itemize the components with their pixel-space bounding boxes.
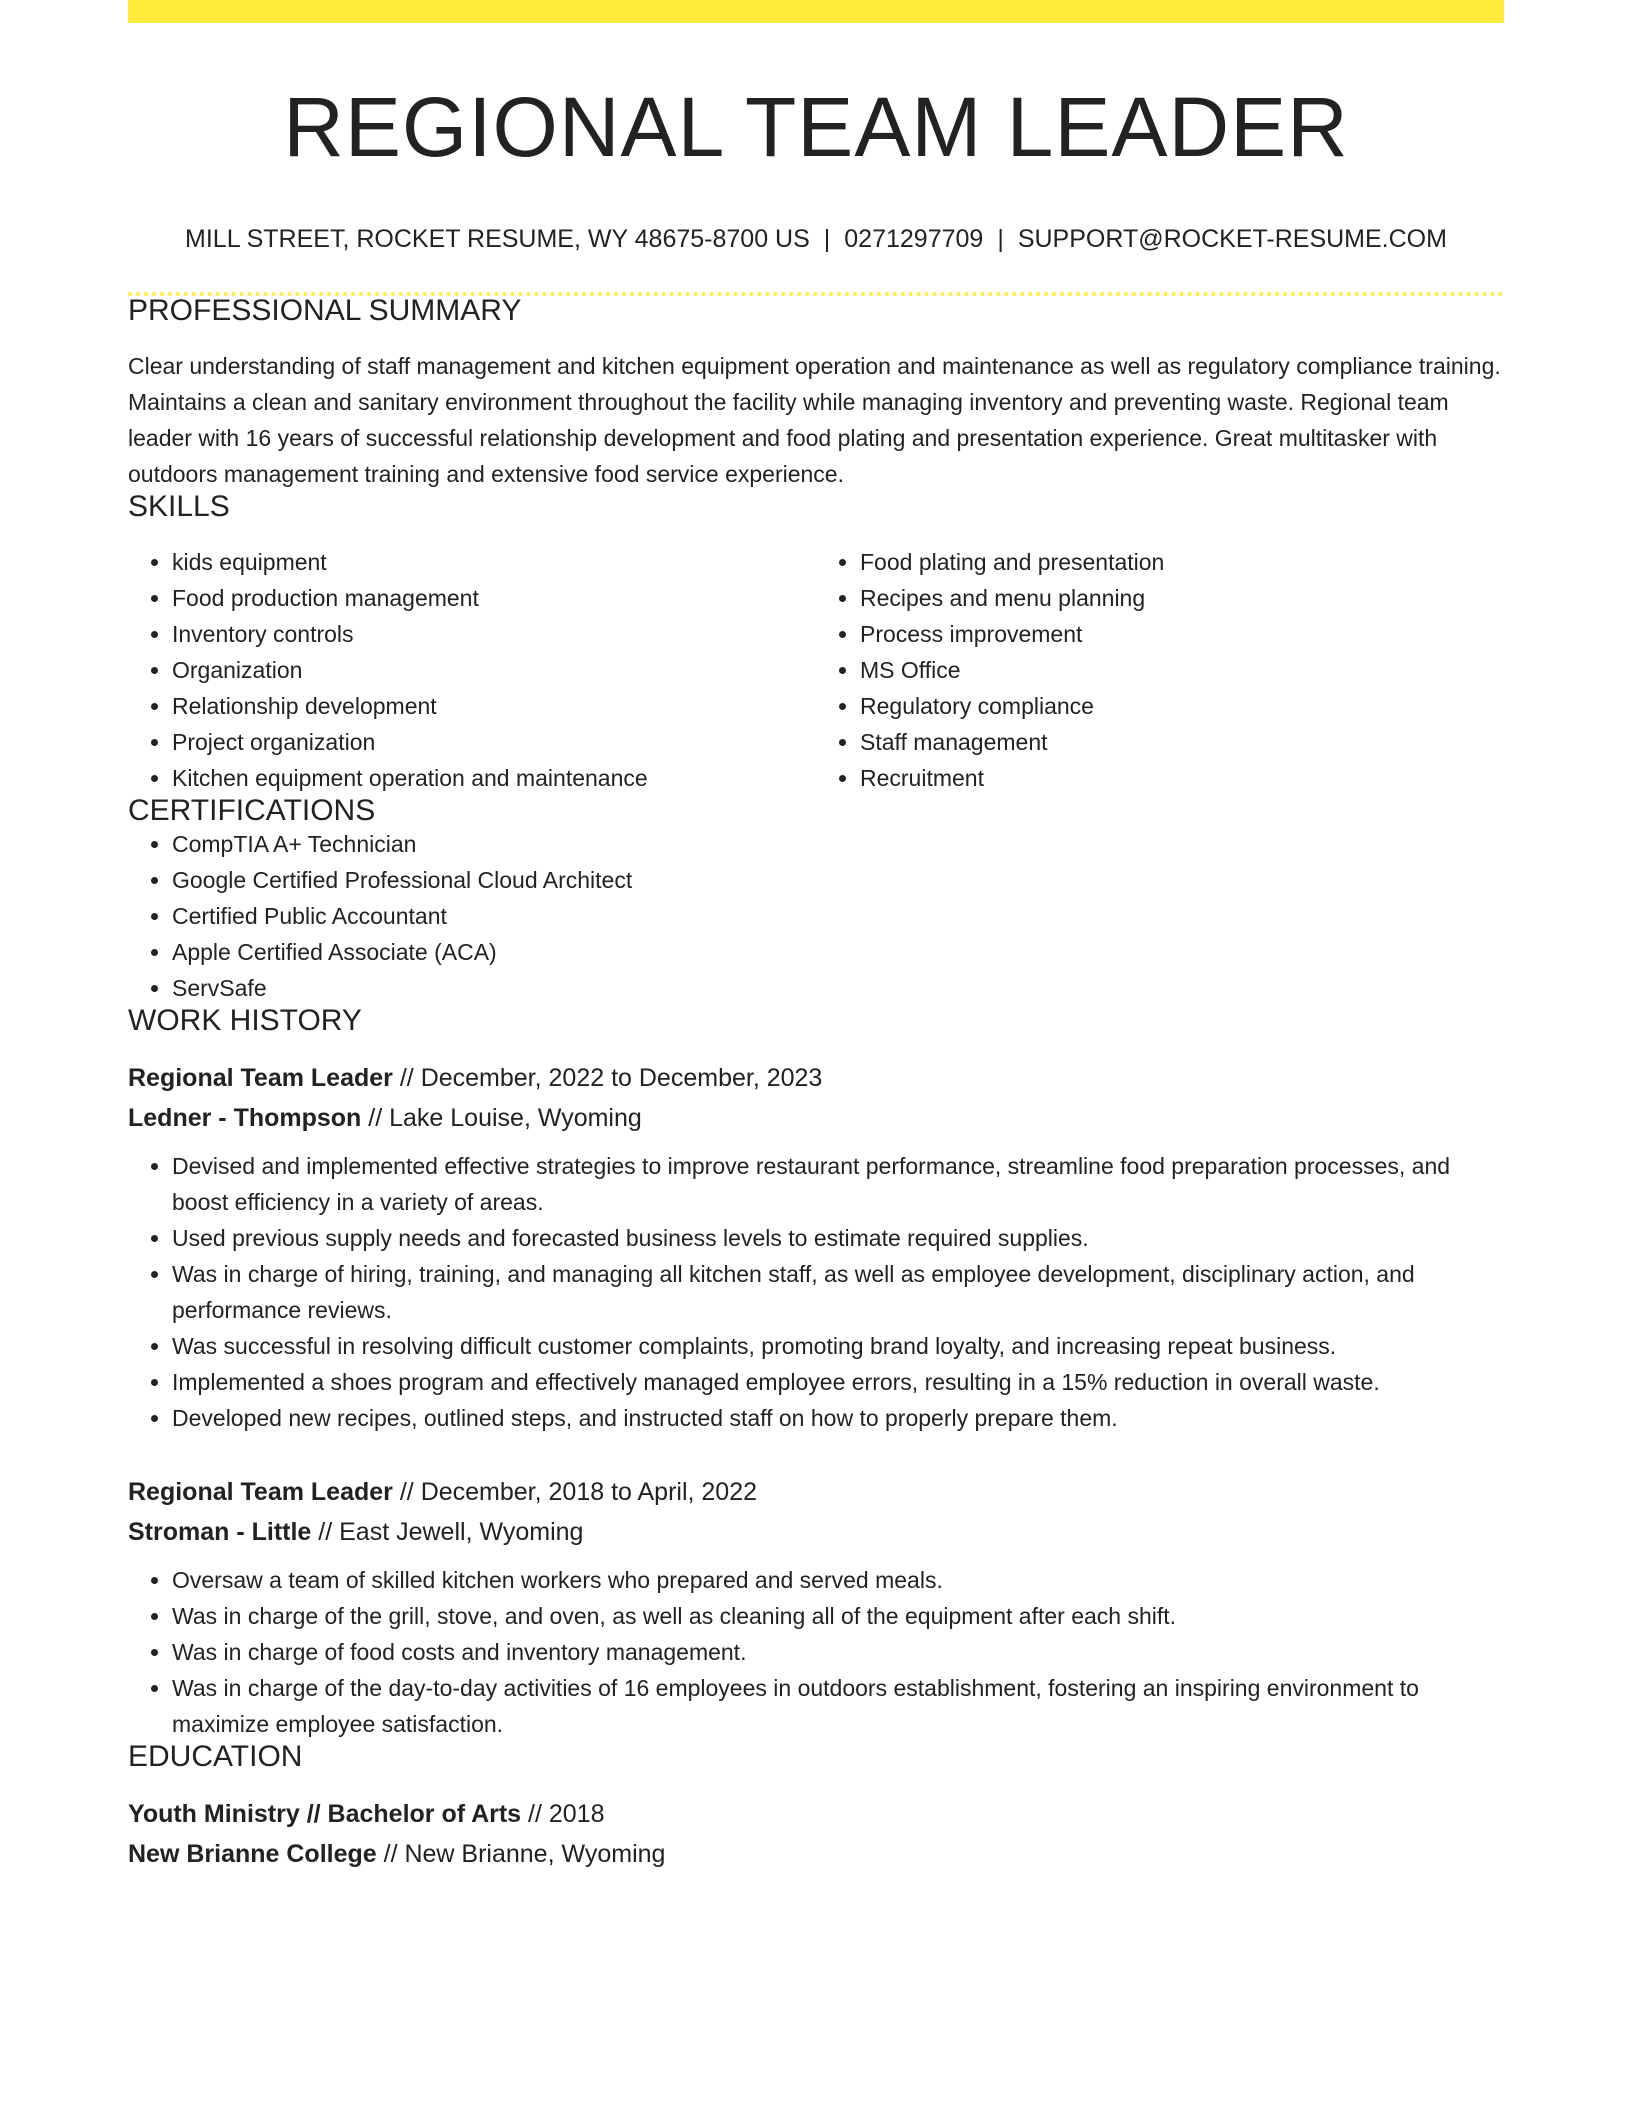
education-year: // 2018 xyxy=(521,1800,605,1828)
skills-heading: SKILLS xyxy=(128,490,230,523)
certification-item: • ServSafe xyxy=(172,970,1504,1006)
certifications-heading: CERTIFICATIONS xyxy=(128,794,376,827)
certification-item: • Apple Certified Associate (ACA) xyxy=(172,934,1504,970)
job-bullet: • Was in charge of the day-to-day activities of 16 employees in outdoors establishment, fostering an inspiring environment to maximize employee satisfaction. xyxy=(172,1670,1504,1742)
skill-item: • Food plating and presentation xyxy=(860,544,1504,580)
job-company: Stroman - Little xyxy=(128,1518,312,1546)
skill-item: • Staff management xyxy=(860,724,1504,760)
skill-item: • Inventory controls xyxy=(172,616,816,652)
job-bullets xyxy=(128,1148,1504,1436)
job-company-line xyxy=(128,1512,1504,1552)
contact-phone: 0271297709 xyxy=(844,225,984,253)
skills-list-left xyxy=(128,544,816,796)
job-role: Regional Team Leader xyxy=(128,1064,393,1092)
certification-item: • Google Certified Professional Cloud Architect xyxy=(172,862,1504,898)
education-entry xyxy=(128,1794,1504,1874)
resume-name: REGIONAL TEAM LEADER xyxy=(283,80,1349,174)
job-company-line xyxy=(128,1098,1504,1138)
contact-separator: | xyxy=(997,225,1004,253)
skill-item: • Process improvement xyxy=(860,616,1504,652)
skill-item: • Kitchen equipment operation and maintenance xyxy=(172,760,816,796)
contact-separator: | xyxy=(823,225,831,253)
education-school-line xyxy=(128,1834,1504,1874)
certification-item: • CompTIA A+ Technician xyxy=(172,826,1504,862)
job-bullet: • Was successful in resolving difficult customer complaints, promoting brand loyalty, and increasing repeat business. xyxy=(172,1328,1504,1364)
job-bullet: • Used previous supply needs and forecasted business levels to estimate required supplies. xyxy=(172,1220,1504,1256)
skill-item: • Project organization xyxy=(172,724,816,760)
skills-columns xyxy=(128,544,1504,796)
contact-address: MILL STREET, ROCKET RESUME, WY 48675-8700 US xyxy=(185,225,810,253)
skill-item: • kids equipment xyxy=(172,544,816,580)
skill-item: • Food production management xyxy=(172,580,816,616)
job-title-line xyxy=(128,1472,1504,1512)
job-bullet: • Devised and implemented effective strategies to improve restaurant performance, streamline food preparation processes, and boost efficiency in a variety of areas. xyxy=(172,1148,1504,1220)
job-bullets xyxy=(128,1562,1504,1742)
job-bullet: • Was in charge of hiring, training, and managing all kitchen staff, as well as employee development, disciplinary action, and performance reviews. xyxy=(172,1256,1504,1328)
education-school: New Brianne College xyxy=(128,1840,377,1868)
education-degree-line xyxy=(128,1794,1504,1834)
certifications-list xyxy=(128,826,1504,1006)
job-bullet: • Was in charge of the grill, stove, and oven, as well as cleaning all of the equipment after each shift. xyxy=(172,1598,1504,1634)
top-accent-bar xyxy=(128,0,1504,23)
skills-list-right xyxy=(816,544,1504,796)
job-title-line xyxy=(128,1058,1504,1098)
education-degree: Youth Ministry // Bachelor of Arts xyxy=(128,1800,522,1828)
job-bullet: • Implemented a shoes program and effectively managed employee errors, resulting in a 15% reduction in overall waste. xyxy=(172,1364,1504,1400)
job-dates: // December, 2018 to April, 2022 xyxy=(392,1478,758,1506)
job-bullet: • Oversaw a team of skilled kitchen workers who prepared and served meals. xyxy=(172,1562,1504,1598)
summary-text: Clear understanding of staff management and kitchen equipment operation and maintenance as well as regulatory compliance training. Maintains a clean and sanitary environment throughout the facility while managing inventory and preventing waste. Regional team leader with 16 years of successful relationship development and food plating and presentation experience. Great multitasker with outdoors management training and extensive food service experience. xyxy=(128,353,1501,487)
job-bullet: • Developed new recipes, outlined steps, and instructed staff on how to properly prepare them. xyxy=(172,1400,1504,1436)
job-bullet: • Was in charge of food costs and inventory management. xyxy=(172,1634,1504,1670)
contact-email: SUPPORT@ROCKET-RESUME.COM xyxy=(1017,225,1447,253)
skill-item: • Recipes and menu planning xyxy=(860,580,1504,616)
job-entry xyxy=(128,1058,1504,1436)
skill-item: • Recruitment xyxy=(860,760,1504,796)
resume-page xyxy=(128,0,1504,1874)
education-location: // New Brianne, Wyoming xyxy=(376,1840,666,1868)
job-company: Ledner - Thompson xyxy=(128,1104,362,1132)
job-role: Regional Team Leader xyxy=(128,1478,393,1506)
job-location: // East Jewell, Wyoming xyxy=(311,1518,584,1546)
job-dates: // December, 2022 to December, 2023 xyxy=(392,1064,823,1092)
skill-item: • Regulatory compliance xyxy=(860,688,1504,724)
summary-heading: PROFESSIONAL SUMMARY xyxy=(128,294,522,327)
work-history-heading: WORK HISTORY xyxy=(128,1004,362,1037)
skill-item: • Organization xyxy=(172,652,816,688)
contact-line xyxy=(128,227,1504,252)
job-location: // Lake Louise, Wyoming xyxy=(361,1104,642,1132)
job-entry xyxy=(128,1472,1504,1742)
skill-item: • MS Office xyxy=(860,652,1504,688)
education-heading: EDUCATION xyxy=(128,1740,303,1773)
certification-item: • Certified Public Accountant xyxy=(172,898,1504,934)
skill-item: • Relationship development xyxy=(172,688,816,724)
